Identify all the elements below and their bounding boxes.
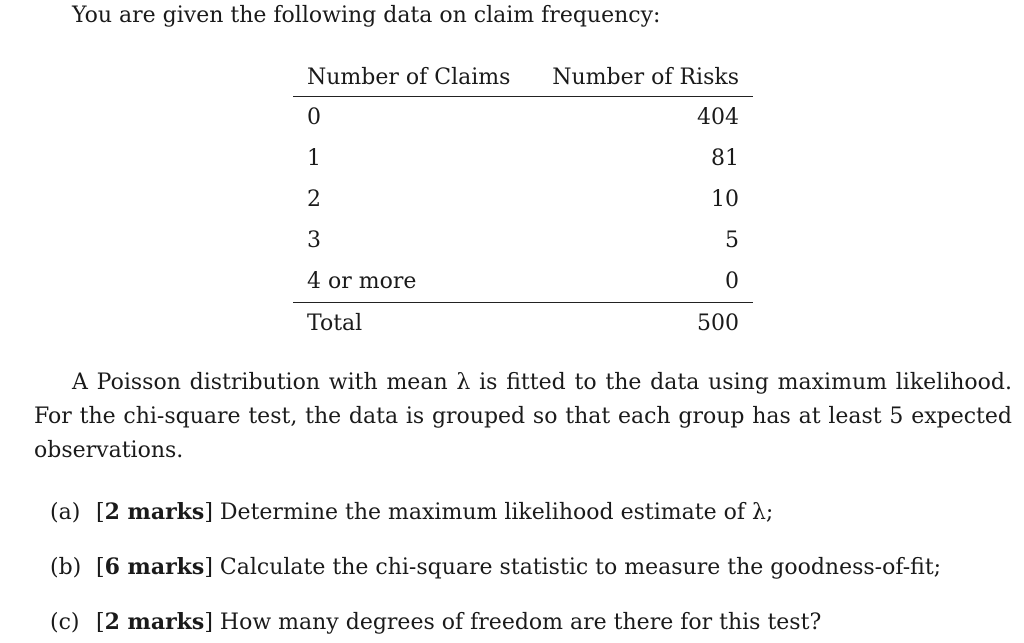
- claims-cell: 3: [307, 228, 321, 253]
- risks-cell: 81: [711, 146, 739, 171]
- question-list: [50, 492, 1010, 643]
- question-a: (a) [2 marks] Determine the maximum likelihood estimate of λ;: [50, 492, 1010, 547]
- question-marks: 2 marks: [104, 499, 205, 525]
- risks-cell: 5: [725, 228, 739, 253]
- question-label: (b): [50, 555, 82, 580]
- question-label: (c): [50, 610, 80, 635]
- question-c: (c) [2 marks] How many degrees of freedom are there for this test?: [50, 602, 1010, 643]
- risks-cell: 10: [711, 187, 739, 212]
- header-number-of-claims: Number of Claims: [307, 64, 511, 90]
- question-marks: 6 marks: [104, 554, 205, 580]
- question-text: Calculate the chi-square statistic to measure the goodness-of-fit;: [219, 555, 942, 580]
- total-value: 500: [697, 311, 739, 336]
- question-label: (a): [50, 500, 81, 525]
- question-text: How many degrees of freedom are there for this test?: [219, 610, 822, 635]
- question-text: Determine the maximum likelihood estimate of λ;: [219, 500, 774, 525]
- claims-cell: 4 or more: [307, 269, 417, 294]
- table-row: [293, 138, 753, 179]
- claims-cell: 0: [307, 105, 321, 130]
- claims-cell: 1: [307, 146, 321, 171]
- risks-cell: 404: [697, 105, 739, 130]
- table-row: [293, 179, 753, 220]
- table-total-row: [293, 303, 753, 345]
- question-b: (b) [6 marks] Calculate the chi-square statistic to measure the goodness-of-fit;: [50, 547, 1010, 602]
- table-header-row: [293, 58, 753, 97]
- claims-cell: 2: [307, 187, 321, 212]
- problem-paragraph: A Poisson distribution with mean λ is fitted to the data using maximum likelihood. For the chi-square test, the data is grouped so that each group has at least 5 expected observations.: [34, 370, 1012, 463]
- intro-text: You are given the following data on claim frequency:: [72, 3, 661, 28]
- total-label: Total: [307, 311, 363, 336]
- table-row: [293, 97, 753, 139]
- risks-cell: 0: [725, 269, 739, 294]
- question-marks: 2 marks: [104, 609, 205, 635]
- claims-table: [293, 58, 753, 344]
- table-row: [293, 261, 753, 303]
- header-number-of-risks: Number of Risks: [552, 64, 739, 90]
- table-row: [293, 220, 753, 261]
